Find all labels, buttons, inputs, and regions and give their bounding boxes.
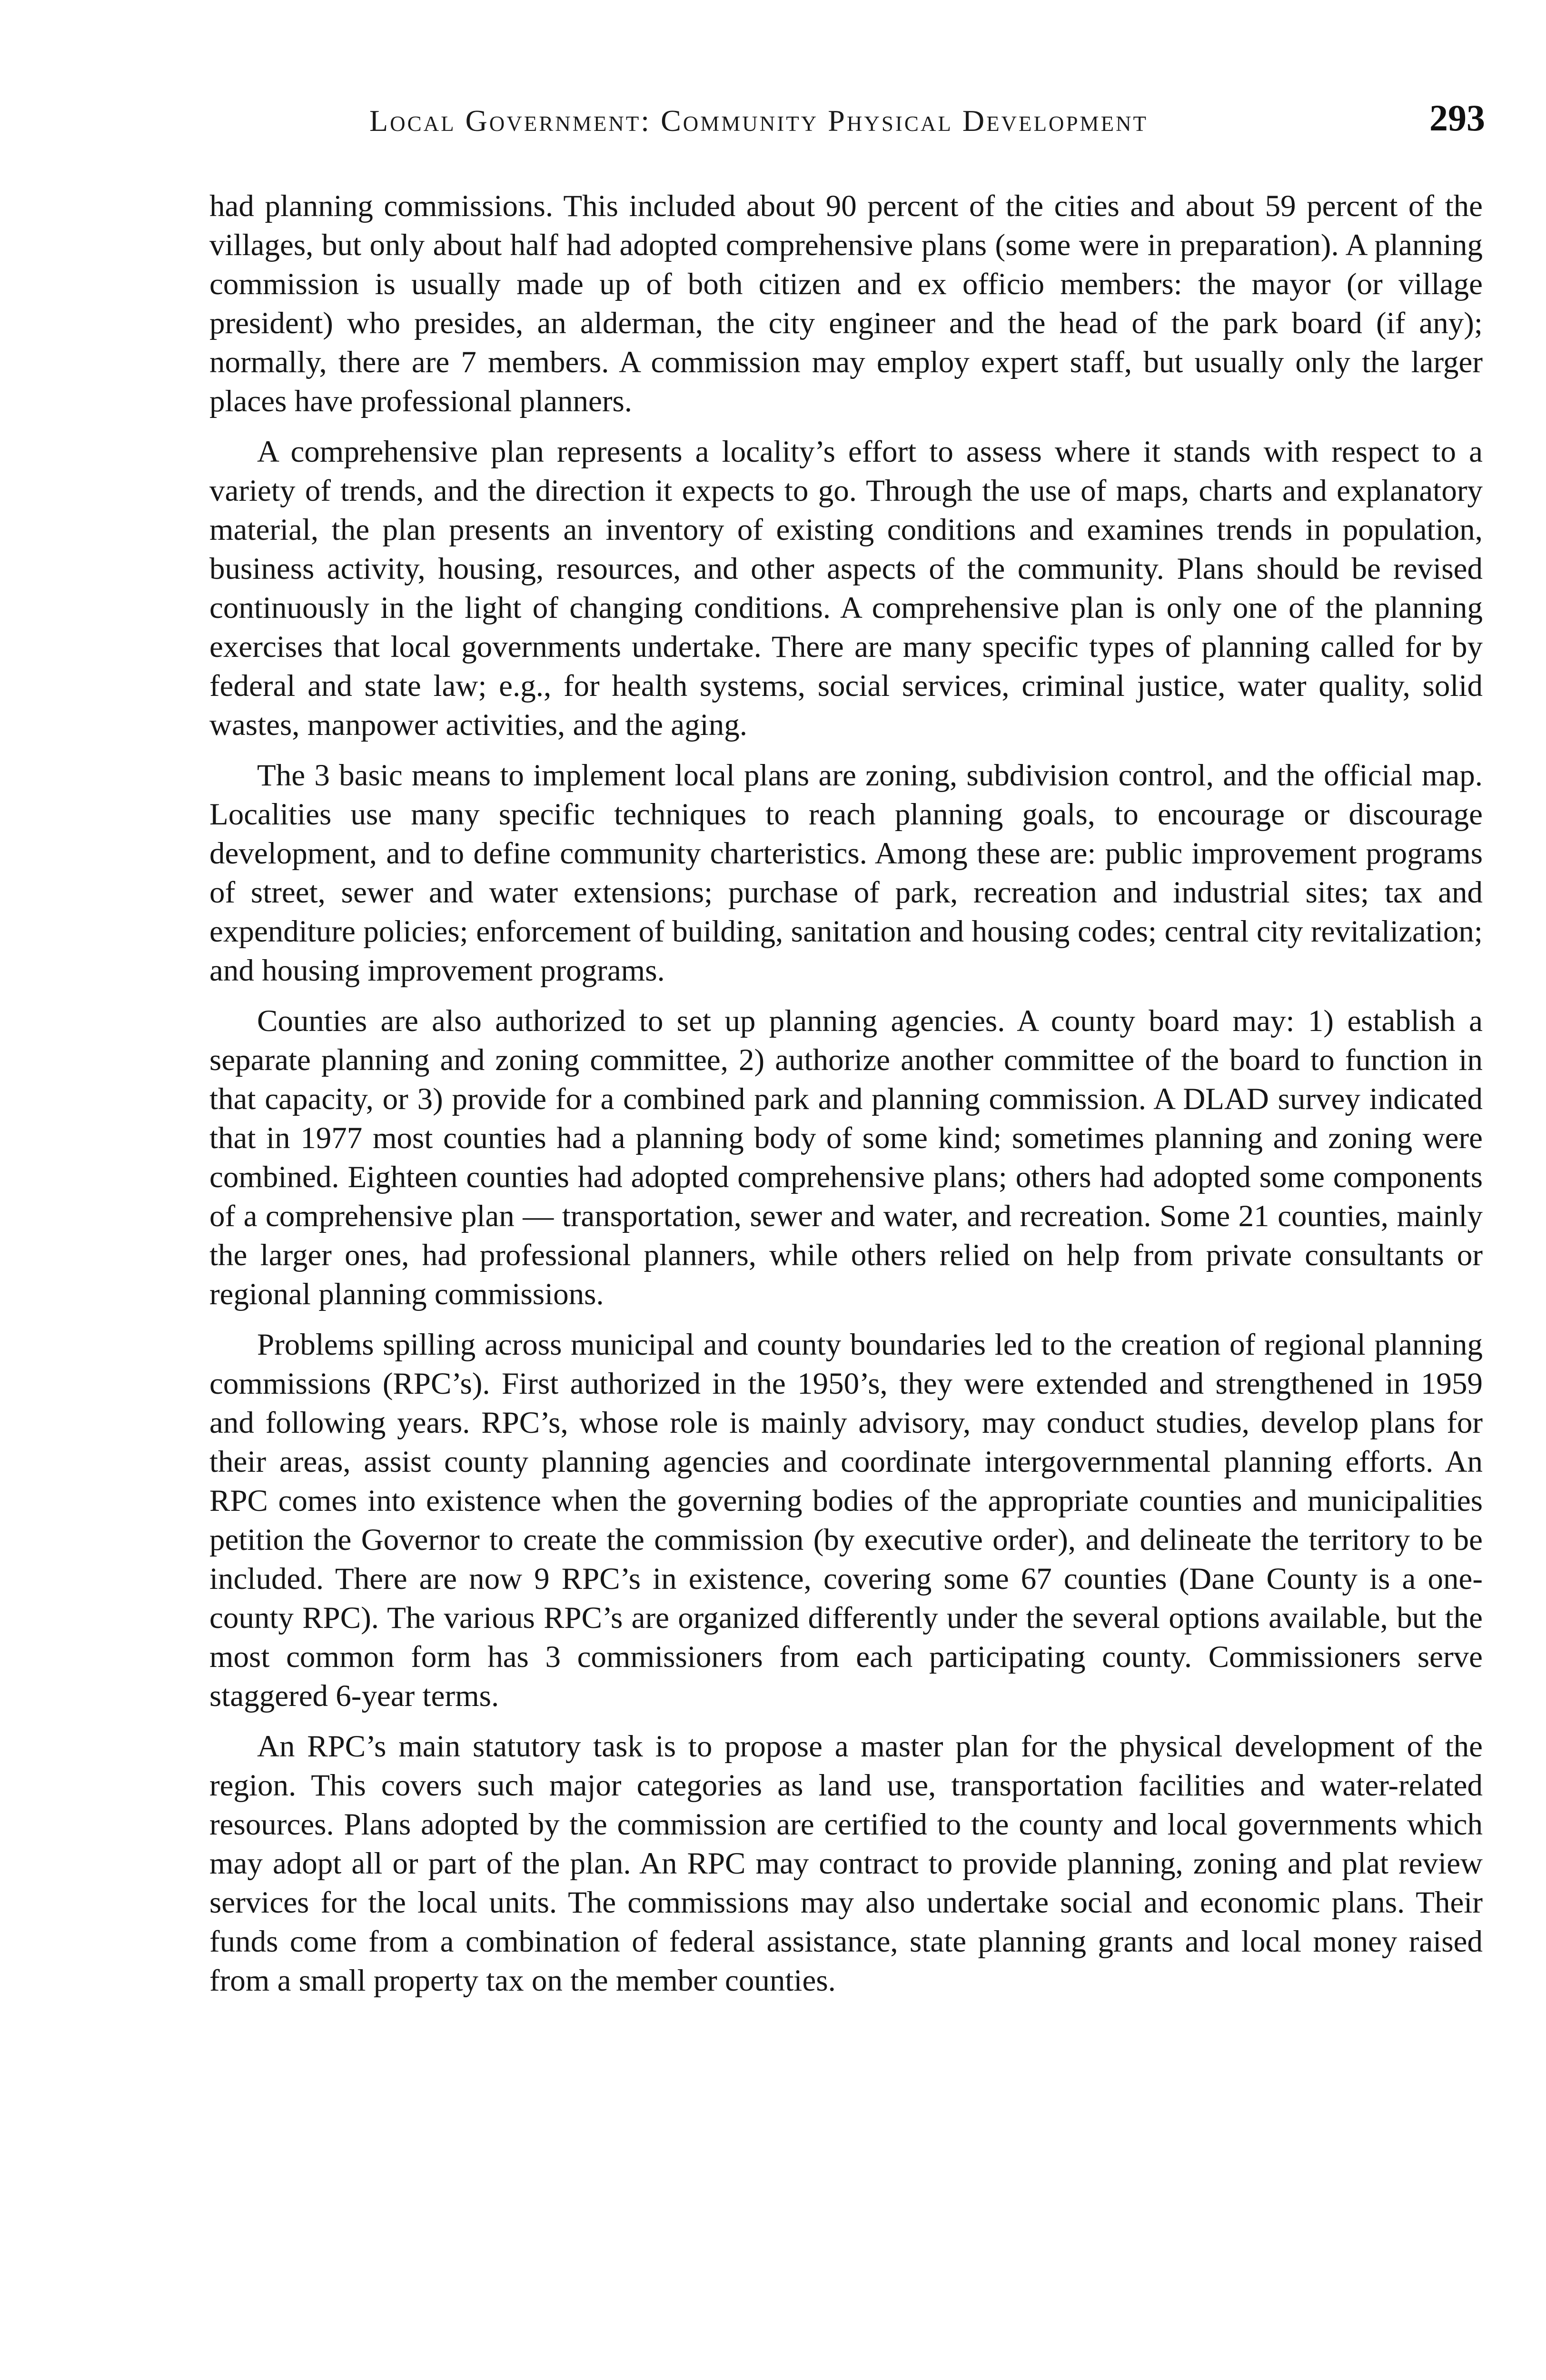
paragraph-implementation-means: The 3 basic means to implement local plans are zoning, subdivision control, and the official map. Localities use many specific techniques to reach planning goals, to encourage or discourage development, and to define community charteristics. Among these are: public improvement programs of street, sewer and water extensions; purchase of park, recreation and industrial sites; tax and expenditure policies; enforcement of building, sanitation and housing codes; central city revitalization; and housing improvement programs. [209, 758, 1483, 988]
body-text [209, 187, 1483, 2012]
paragraph-regional-planning-commissions: Problems spilling across municipal and county boundaries led to the creation of regional planning commissions (RPC’s). First authorized in the 1950’s, they were extended and strengthened in 1959 and following years. RPC’s, whose role is mainly advisory, may conduct studies, develop plans for their areas, assist county planning agencies and coordinate intergovernmental planning efforts. An RPC comes into existence when the governing bodies of the appropriate counties and municipalities petition the Governor to create the commission (by executive order), and delineate the territory to be included. There are now 9 RPC’s in existence, covering some 67 counties (Dane County is a one-county RPC). The various RPC’s are organized differently under the several options available, but the most common form has 3 commissioners from each participating county. Commissioners serve staggered 6-year terms. [209, 1328, 1483, 1713]
paragraph-comprehensive-plan: A comprehensive plan represents a locality’s effort to assess where it stands with respect to a variety of trends, and the direction it expects to go. Through the use of maps, charts and explanatory material, the plan presents an inventory of existing conditions and examines trends in population, business activity, housing, resources, and other aspects of the community. Plans should be revised continuously in the light of changing conditions. A comprehensive plan is only one of the planning exercises that local governments undertake. There are many specific types of planning called for by federal and state law; e.g., for health systems, social services, criminal justice, water quality, solid wastes, manpower activities, and the aging. [209, 435, 1483, 742]
paragraph-continued-planning-commissions: had planning commissions. This included about 90 percent of the cities and about 59 percent of the villages, but only about half had adopted comprehensive plans (some were in preparation). A planning commission is usually made up of both citizen and ex officio members: the mayor (or village president) who presides, an alderman, the city engineer and the head of the park board (if any); normally, there are 7 members. A commission may employ expert staff, but usually only the larger places have professional planners. [209, 189, 1483, 418]
page-number: 293 [1429, 97, 1485, 139]
paragraph-rpc-master-plan: An RPC’s main statutory task is to propose a master plan for the physical development of the region. This covers such major categories as land use, transportation facilities and water-related resources. Plans adopted by the commission are certified to the county and local governments which may adopt all or part of the plan. An RPC may contract to provide planning, zoning and plat review services for the local units. The commissions may also undertake social and economic plans. Their funds come from a combination of federal assistance, state planning grants and local money raised from a small property tax on the member counties. [209, 1729, 1483, 1998]
running-title: Local Government: Community Physical Development [369, 104, 1149, 138]
paragraph-county-planning-agencies: Counties are also authorized to set up planning agencies. A county board may: 1) establish a separate planning and zoning committee, 2) authorize another committee of the board to function in that capacity, or 3) provide for a combined park and planning commission. A DLAD survey indicated that in 1977 most counties had a planning body of some kind; sometimes planning and zoning were combined. Eighteen counties had adopted comprehensive plans; others had adopted some components of a comprehensive plan — transportation, sewer and water, and recreation. Some 21 counties, mainly the larger ones, had professional planners, while others relied on help from private consultants or regional planning commissions. [209, 1004, 1483, 1311]
running-header [190, 93, 1499, 150]
